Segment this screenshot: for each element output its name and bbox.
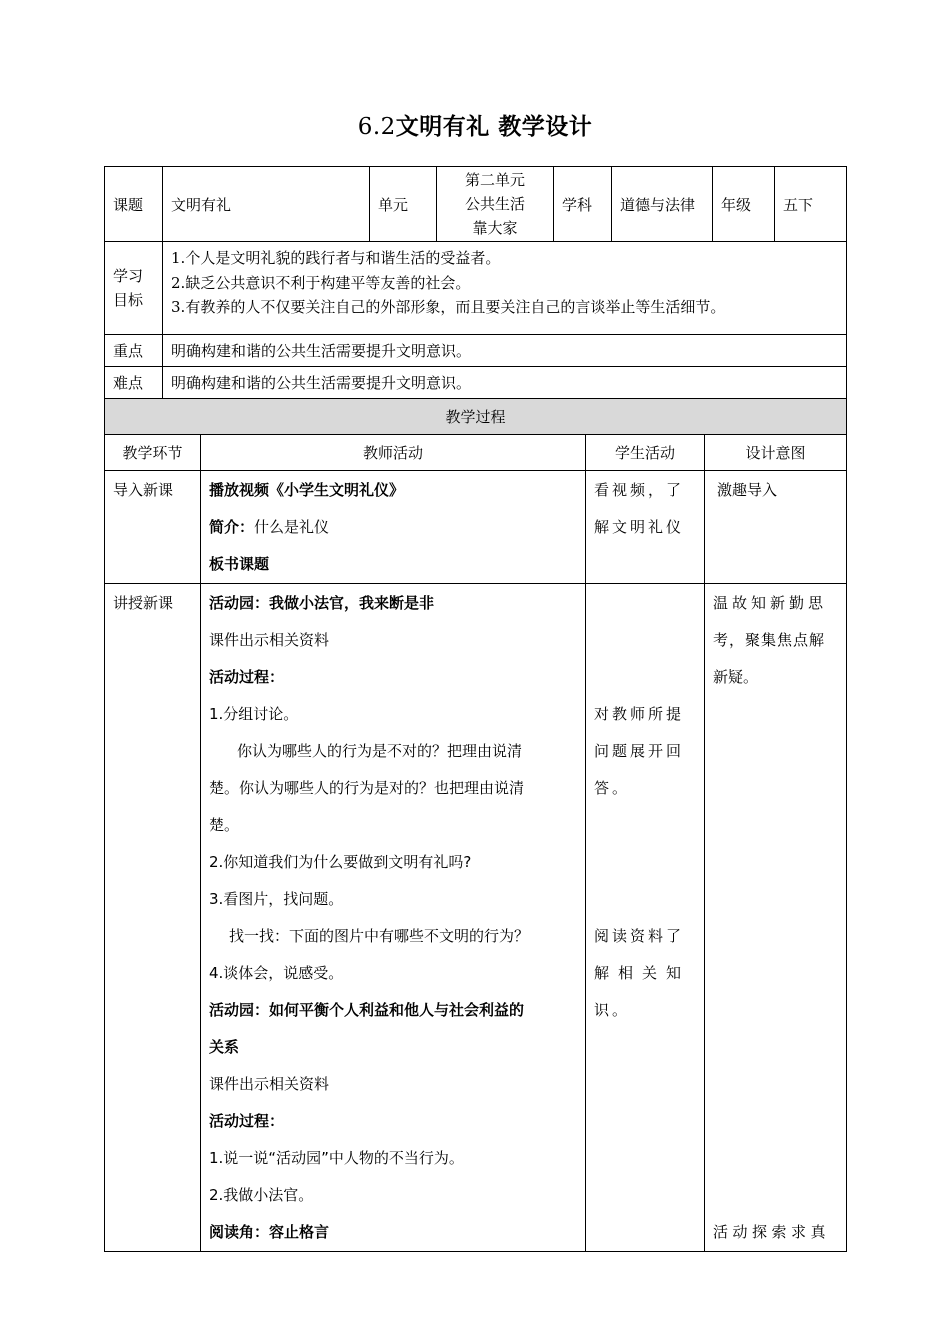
- column-header-teacher: 教师活动: [201, 435, 586, 471]
- goals-list: [163, 242, 847, 335]
- subject-label: 学科: [554, 167, 612, 242]
- stage-intro: 导入新课: [105, 471, 201, 584]
- intent-new: 温故知新勤思 考，聚集焦点解 新疑。 活动探索求真: [705, 584, 847, 1252]
- topic-value: 文明有礼: [163, 167, 370, 242]
- stage-new: 讲授新课: [105, 584, 201, 1252]
- lesson-info-table: [104, 166, 847, 399]
- unit-label: 单元: [370, 167, 437, 242]
- goal-item: 1.个人是文明礼貌的践行者与和谐生活的受益者。: [171, 249, 501, 267]
- goal-item: 2.缺乏公共意识不利于构建平等友善的社会。: [171, 273, 471, 292]
- teacher-new: 活动园：我做小法官，我来断是非 课件出示相关资料 活动过程： 1.分组讨论。 你认为哪些人的行为是不对的？把理由说清 楚。你认为哪些人的行为是对的？也把理由说清 楚。 2.你知道我们为什么要做到文明有礼吗? 3.看图片，找问题。 找一找：下面的图片中有哪些不文明的行为？ 4.谈体会，说感受。 活动园：如何平衡个人利益和他人与社会利益的 关系 课件出示相关资料 活动过程： 1.说一说“活动园”中人物的不当行为。 2.我做小法官。 阅读角：容止格言: [201, 584, 586, 1252]
- grade-value: 五下: [775, 167, 847, 242]
- page-title: 6.2文明有礼 教学设计: [357, 114, 593, 140]
- goals-label: 学习 目标: [105, 242, 163, 335]
- difficulty-text: 明确构建和谐的公共生活需要提升文明意识。: [163, 367, 847, 399]
- grade-label: 年级: [713, 167, 775, 242]
- topic-label: 课题: [105, 167, 163, 242]
- column-header-intent: 设计意图: [705, 435, 847, 471]
- student-new: 对教师所提 问题展开回 答。 阅读资料了 解相关知 识。: [586, 584, 705, 1252]
- process-header: 教学过程: [105, 399, 847, 435]
- column-header-stage: 教学环节: [105, 435, 201, 471]
- intent-intro: 激趣导入: [705, 471, 847, 584]
- teaching-process-table: [104, 398, 847, 1252]
- difficulty-label: 难点: [105, 367, 163, 399]
- subject-value: 道德与法律: [612, 167, 713, 242]
- goal-item: 3.有教养的人不仅要关注自己的外部形象，而且要关注自己的言谈举止等生活细节。: [171, 298, 726, 316]
- teacher-intro: 播放视频《小学生文明礼仪》 简介：什么是礼仪 板书课题: [201, 471, 586, 584]
- column-header-student: 学生活动: [586, 435, 705, 471]
- unit-value: 第二单元 公共生活 靠大家: [437, 167, 554, 242]
- key-point-label: 重点: [105, 335, 163, 367]
- student-intro: 看视频，了 解文明礼仪: [586, 471, 705, 584]
- key-point-text: 明确构建和谐的公共生活需要提升文明意识。: [163, 335, 847, 367]
